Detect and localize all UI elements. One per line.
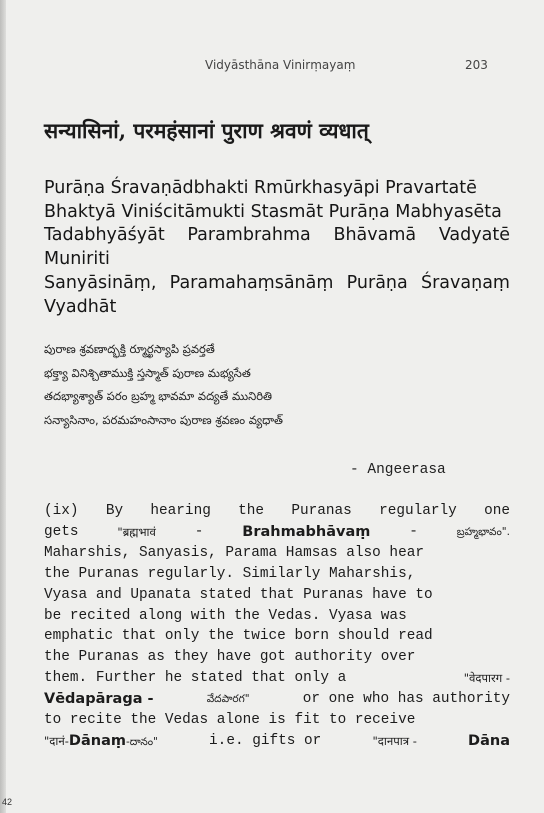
body-line-10 — [44, 689, 510, 710]
romanized-term: Brahmabhāvaṃ — [242, 523, 371, 540]
body-paragraph — [44, 501, 510, 753]
page-header — [6, 58, 544, 78]
telugu-line-2: భక్త్యా వినిశ్చితాముక్తి స్తస్మాత్ పురాణ మభ్యసేత — [44, 365, 251, 380]
telugu-line-1: పురాణ శ్రవణాద్భక్తి ర్మూర్ఖస్యాపి ప్రవర్తతే — [44, 342, 215, 356]
body-word: the — [238, 503, 265, 519]
body-word: By — [105, 503, 124, 519]
dash: - — [194, 523, 204, 540]
translit-line-5 — [44, 272, 510, 296]
body-line-5: Vyasa and Upanata stated that Puranas have to — [44, 586, 433, 603]
translit-word: Vadyatē — [438, 225, 510, 246]
body-line-8: the Puranas as they have got authority over — [44, 649, 416, 666]
devanagari-term: "ब्रह्मभावं — [117, 524, 156, 539]
translit-line-4: Muniriti — [44, 249, 110, 270]
body-line-6: be recited along with the Vedas. Vyasa was — [44, 607, 407, 624]
body-line-4: the Puranas regularly. Similarly Maharshis, — [44, 565, 416, 582]
telugu-line-3: తదభ్యాశ్యాత్ పరం బ్రహ్మ భావమా వద్యతే మునిరితి — [44, 389, 273, 404]
body-line-2 — [44, 522, 510, 543]
body-line-12 — [44, 731, 510, 753]
translit-line-6: Vyadhāt — [44, 296, 117, 317]
body-line-9 — [44, 668, 510, 689]
body-word: hearing — [150, 503, 211, 519]
telugu-verse — [44, 338, 524, 432]
book-page — [6, 0, 544, 813]
body-word: gets — [44, 523, 79, 540]
romanized-term: Dānaṃ — [68, 732, 126, 749]
translit-line-2: Bhaktyā Viniścitāmukti Stasmāt Purāṇa Mabhyasēta — [44, 201, 502, 222]
body-word: one — [484, 503, 510, 519]
running-title: Vidyāsthāna Vinirṃayaṃ — [205, 58, 356, 72]
translit-word: Bhāvamā — [333, 225, 417, 246]
body-text-run: or one who has authority — [302, 691, 510, 708]
page-number: 203 — [465, 58, 488, 72]
body-line-7: emphatic that only the twice born should read — [44, 628, 433, 645]
translit-word: Purāṇa — [346, 272, 408, 293]
telugu-term: -దానం" — [125, 735, 158, 748]
telugu-term: బ్రహ్మభావం". — [456, 525, 510, 538]
body-line-1 — [44, 501, 510, 522]
body-text-run: i.e. gifts or — [209, 732, 322, 749]
devanagari-term: "दानं- — [44, 733, 69, 748]
body-word: regularly — [379, 503, 457, 519]
body-word: (ix) — [44, 503, 79, 519]
romanized-term: Dāna — [468, 732, 510, 749]
translit-line-3 — [44, 224, 510, 248]
body-word: Puranas — [291, 503, 352, 519]
translit-word: Paramahaṃsānāṃ — [169, 272, 334, 293]
translit-word: Sanyāsināṃ, — [44, 272, 157, 293]
telugu-term: వేదపారగ" — [206, 693, 250, 706]
body-line-3: Maharshis, Sanyasis, Parama Hamsas also hear — [44, 544, 424, 561]
verse-transliteration — [44, 177, 510, 319]
verse-attribution: - Angeerasa — [350, 462, 446, 478]
romanized-term: Vēdapāraga - — [44, 691, 154, 708]
devanagari-term: "वेदपारग - — [463, 671, 510, 686]
translit-word: Śravaṇaṃ — [421, 272, 510, 293]
body-text-run: them. Further he stated that only a — [44, 670, 347, 687]
translit-word: Parambrahma — [187, 225, 311, 246]
dash: - — [409, 523, 418, 540]
body-line-11: to recite the Vedas alone is fit to receive — [44, 712, 416, 729]
corner-page-mark: 42 — [2, 797, 13, 807]
devanagari-term: "दानपात्र - — [372, 733, 417, 748]
devanagari-verse-heading: सन्यासिनां, परमहंसानां पुराण श्रवणं व्यधात् — [44, 118, 369, 143]
term-group — [44, 731, 158, 753]
translit-line-1: Purāṇa Śravaṇādbhakti Rmūrkhasyāpi Pravartatē — [44, 178, 477, 198]
translit-word: Tadabhyāśyāt — [44, 225, 165, 246]
telugu-line-4: సన్యాసినాం, పరమహంసానాం పురాణ శ్రవణం వ్యధాత్ — [44, 412, 283, 427]
